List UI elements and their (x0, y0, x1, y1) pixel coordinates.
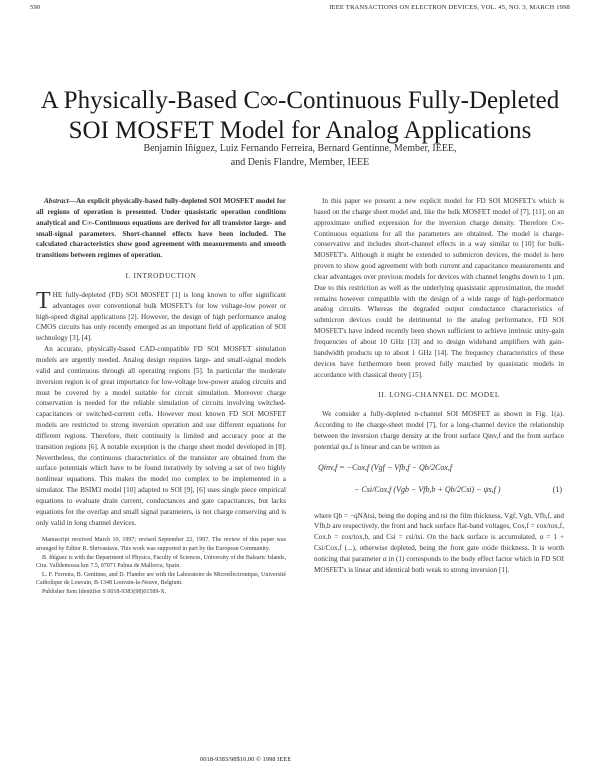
right-paragraph-3: where Qb = −qNAtsi, being the doping and tsi the film thickness, Vgf, Vgb, Vfb,f, and Vfb,b are respectively, the front and back surface flat-band voltages, Cox,f = εox/tox,f, Cox,b = εox/tox,b, and Csi = εsi/tsi. On the back surface is accumulated, α = 1 + Csi/Cox,f (...), otherwise depleted, being the front gate oxide thickness. It is worth noticing that parameter α in (1) corresponds to the body effect factor which in FD SOI MOSFET's is linear and identical both weak to strong inversion [1]. (314, 511, 564, 574)
right-column (314, 196, 564, 576)
section-2-heading: II. LONG-CHANNEL DC MODEL (378, 390, 500, 400)
footnote-4: Publisher Item Identifier S 0018-9383(98)01589-X. (42, 589, 167, 596)
abstract (36, 196, 286, 261)
author-block (60, 142, 540, 170)
footnotes (36, 536, 286, 596)
equation-continuation: − Csi/Cox,f (Vgb − Vfb,b + Qb/2Csi) − ψs,f ) (354, 484, 501, 494)
right-paragraph-2: We consider a fully-depleted n-channel SOI MOSFET as shown in Fig. 1(a). According to the charge-sheet model [7], for a long-channel device the relationship between the inversion charge density at the front surface Qinv,f and the front surface potential ψs,f is linear and can be written as (314, 410, 564, 451)
abstract-text: An explicit physically-based fully-depleted SOI MOSFET model for all regions of operation is presented. Under quasistatic operation conditions analytical and C∞-Continuous equations are derived for all transistor large- and small-signal parameters. Short-channel effects have been included. The calculated characteristics show good agreement with measurements and smooth transitions between regimes of operation. (36, 197, 286, 260)
page-number: 590 (30, 4, 41, 11)
intro-paragraph-1 (36, 287, 286, 344)
drop-cap: T (36, 287, 51, 314)
equation-lhs: Qinv,f = −Cox,f (Vgf − Vfb,f − Qb/2Cox,f (318, 462, 453, 472)
left-column (36, 196, 286, 597)
right-paragraph-1: In this paper we present a new explicit model for FD SOI MOSFET's which is based on the charge sheet model and, like the bulk MOSFET model of [7], [11], on an approximate unified expression for the inversion charge density. Therefore C∞-Continuous equations for all the parameters are obtained. The model is charge-conservative and includes short-channel effects in a way similar to [10] for bulk-MOSFET's. Although it might be extended to submicron devices, the model is here proven to show good agreement with both current and capacitance measurements and clear advantages over previous models for devices with channel lengths down to 1 μm. Due to this restriction as well as the underlying quasistatic approximation, the model remains however compatible with the design of a wide range of high-performance analog circuits. Whereas the degraded output conductance characteristics of submicron devices could be detrimental to the analog performance, FD SOI MOSFET's have indeed recently been shown sufficient to achieve intrinsic unity-gain frequencies of about 10 GHz [13] and to design wideband amplifiers with gain-bandwidth products up to about 1 GHz [14]. The frequency characteristics of these devices have furthermore been proved fully matched by quasistatic models in accordance with classical theory [15]. (314, 197, 564, 379)
authors-line-2: and Denis Flandre, Member, IEEE (230, 157, 370, 168)
intro-paragraph-2: An accurate, physically-based CAD-compatible FD SOI MOSFET simulation models are urgently needed. Analog design requires large- and small-signal models valid and continuous through all operating regions [5]. In particular the moderate inversion region is of great importance for low-voltage low-power analog circuits and must be covered by a model suitable for circuit simulation. Moreover charge conservation is needed for the reliable simulation of circuits involving switched-capacitances or switched-current cells. However most known FD SOI MOSFET models are restricted to strong inversion operation and use different equations for different regions. Therefore, their continuity is limited and accuracy poor at the transition regions [6]. A notable exception is the charge sheet model developed in [8]. Nevertheless, the continuous characteristics of the transistor are obtained from the surface potentials which have to be found iteratively by solving a set of two highly nonlinear equations. This makes the model too complex to be implemented in a simulator. The BSIM3 model [10] adapted to SOI [9], [6] uses single piece empirical equations to evaluate drain current, conductances and gate capacitances, but lacks equations for the overlap and small signal parameters, is not charge conserving and is only valid in long channel devices. (36, 345, 286, 527)
paper-title (20, 86, 580, 146)
equation-1 (314, 459, 564, 507)
footnote-3: L. F. Ferreira, B. Gentinne, and D. Flandre are with the Laboratoire de Microélectronique, Université Catholique de Louvain, B-1348 Louvain-la-Neuve, Belgium. (36, 571, 286, 587)
equation-number: (1) (552, 484, 562, 494)
copyright-line: 0018-9383/98$10.00 © 1998 IEEE (200, 756, 292, 763)
intro-p1-text: HE fully-depleted (FD) SOI MOSFET [1] is long known to offer significant advantages over conventional bulk MOSFET's for low voltage-low power or high-speed digital applications [2]. However, the design of high performance analog CMOS circuits has only recently emerged as an important field of application of SOI technology [3], [4]. (36, 290, 286, 343)
footnote-1: Manuscript received March 10, 1997; revised September 22, 1997. The review of this paper was arranged by Editor R. Shrivastava. This work was supported in part by the European Community. (36, 537, 286, 553)
journal-header: IEEE TRANSACTIONS ON ELECTRON DEVICES, VOL. 45, NO. 3, MARCH 1998 (329, 4, 570, 11)
abstract-label: Abstract— (44, 197, 76, 205)
title-line-2: SOI MOSFET Model for Analog Applications (68, 117, 532, 144)
footnote-2: B. Iñíguez is with the Department of Physics, Faculty of Sciences, University of the Balearic Islands, Ctra. Valldemossa km 7.5, 07071 Palma de Mallorca, Spain. (36, 554, 286, 570)
authors-line-1: Benjamín Iñíguez, Luiz Fernando Ferreira, Bernard Gentinne, Member, IEEE, (143, 143, 457, 154)
running-header (30, 4, 570, 16)
section-1-heading: I. INTRODUCTION (125, 271, 197, 281)
title-line-1: A Physically-Based C∞-Continuous Fully-Depleted (40, 87, 560, 114)
